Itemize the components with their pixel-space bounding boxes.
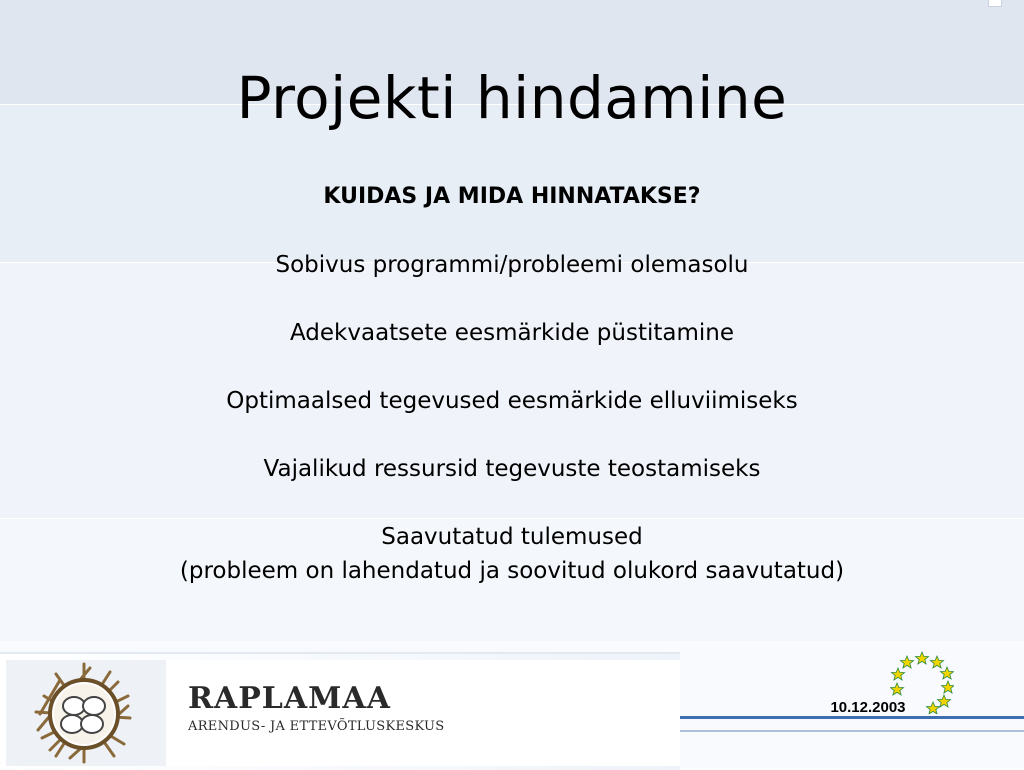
slide-title: Projekti hindamine <box>236 64 788 132</box>
nest-eggs-icon <box>30 660 138 766</box>
slide-content <box>0 180 1024 588</box>
list-item-note: (probleem on lahendatud ja soovitud olukord saavutatud) <box>179 558 845 584</box>
list-item: Optimaalsed tegevused eesmärkide elluviimiseks <box>226 388 798 414</box>
footer-accent-line <box>680 730 1024 732</box>
corner-mark <box>988 0 1002 7</box>
list-item: Adekvaatsete eesmärkide püstitamine <box>289 320 735 346</box>
slide-date: 10.12.2003 <box>830 699 906 716</box>
list-item: Saavutatud tulemused <box>381 524 643 550</box>
list-item: Vajalikud ressursid tegevuste teostamiseks <box>263 456 761 482</box>
brand-name: RAPLAMAA <box>188 681 391 716</box>
slide-heading: KUIDAS JA MIDA HINNATAKSE? <box>323 184 701 209</box>
list-item: Sobivus programmi/probleemi olemasolu <box>275 252 749 278</box>
divider <box>0 642 1024 643</box>
brand-subtitle: ARENDUS- JA ETTEVÕTLUSKESKUS <box>188 719 445 734</box>
